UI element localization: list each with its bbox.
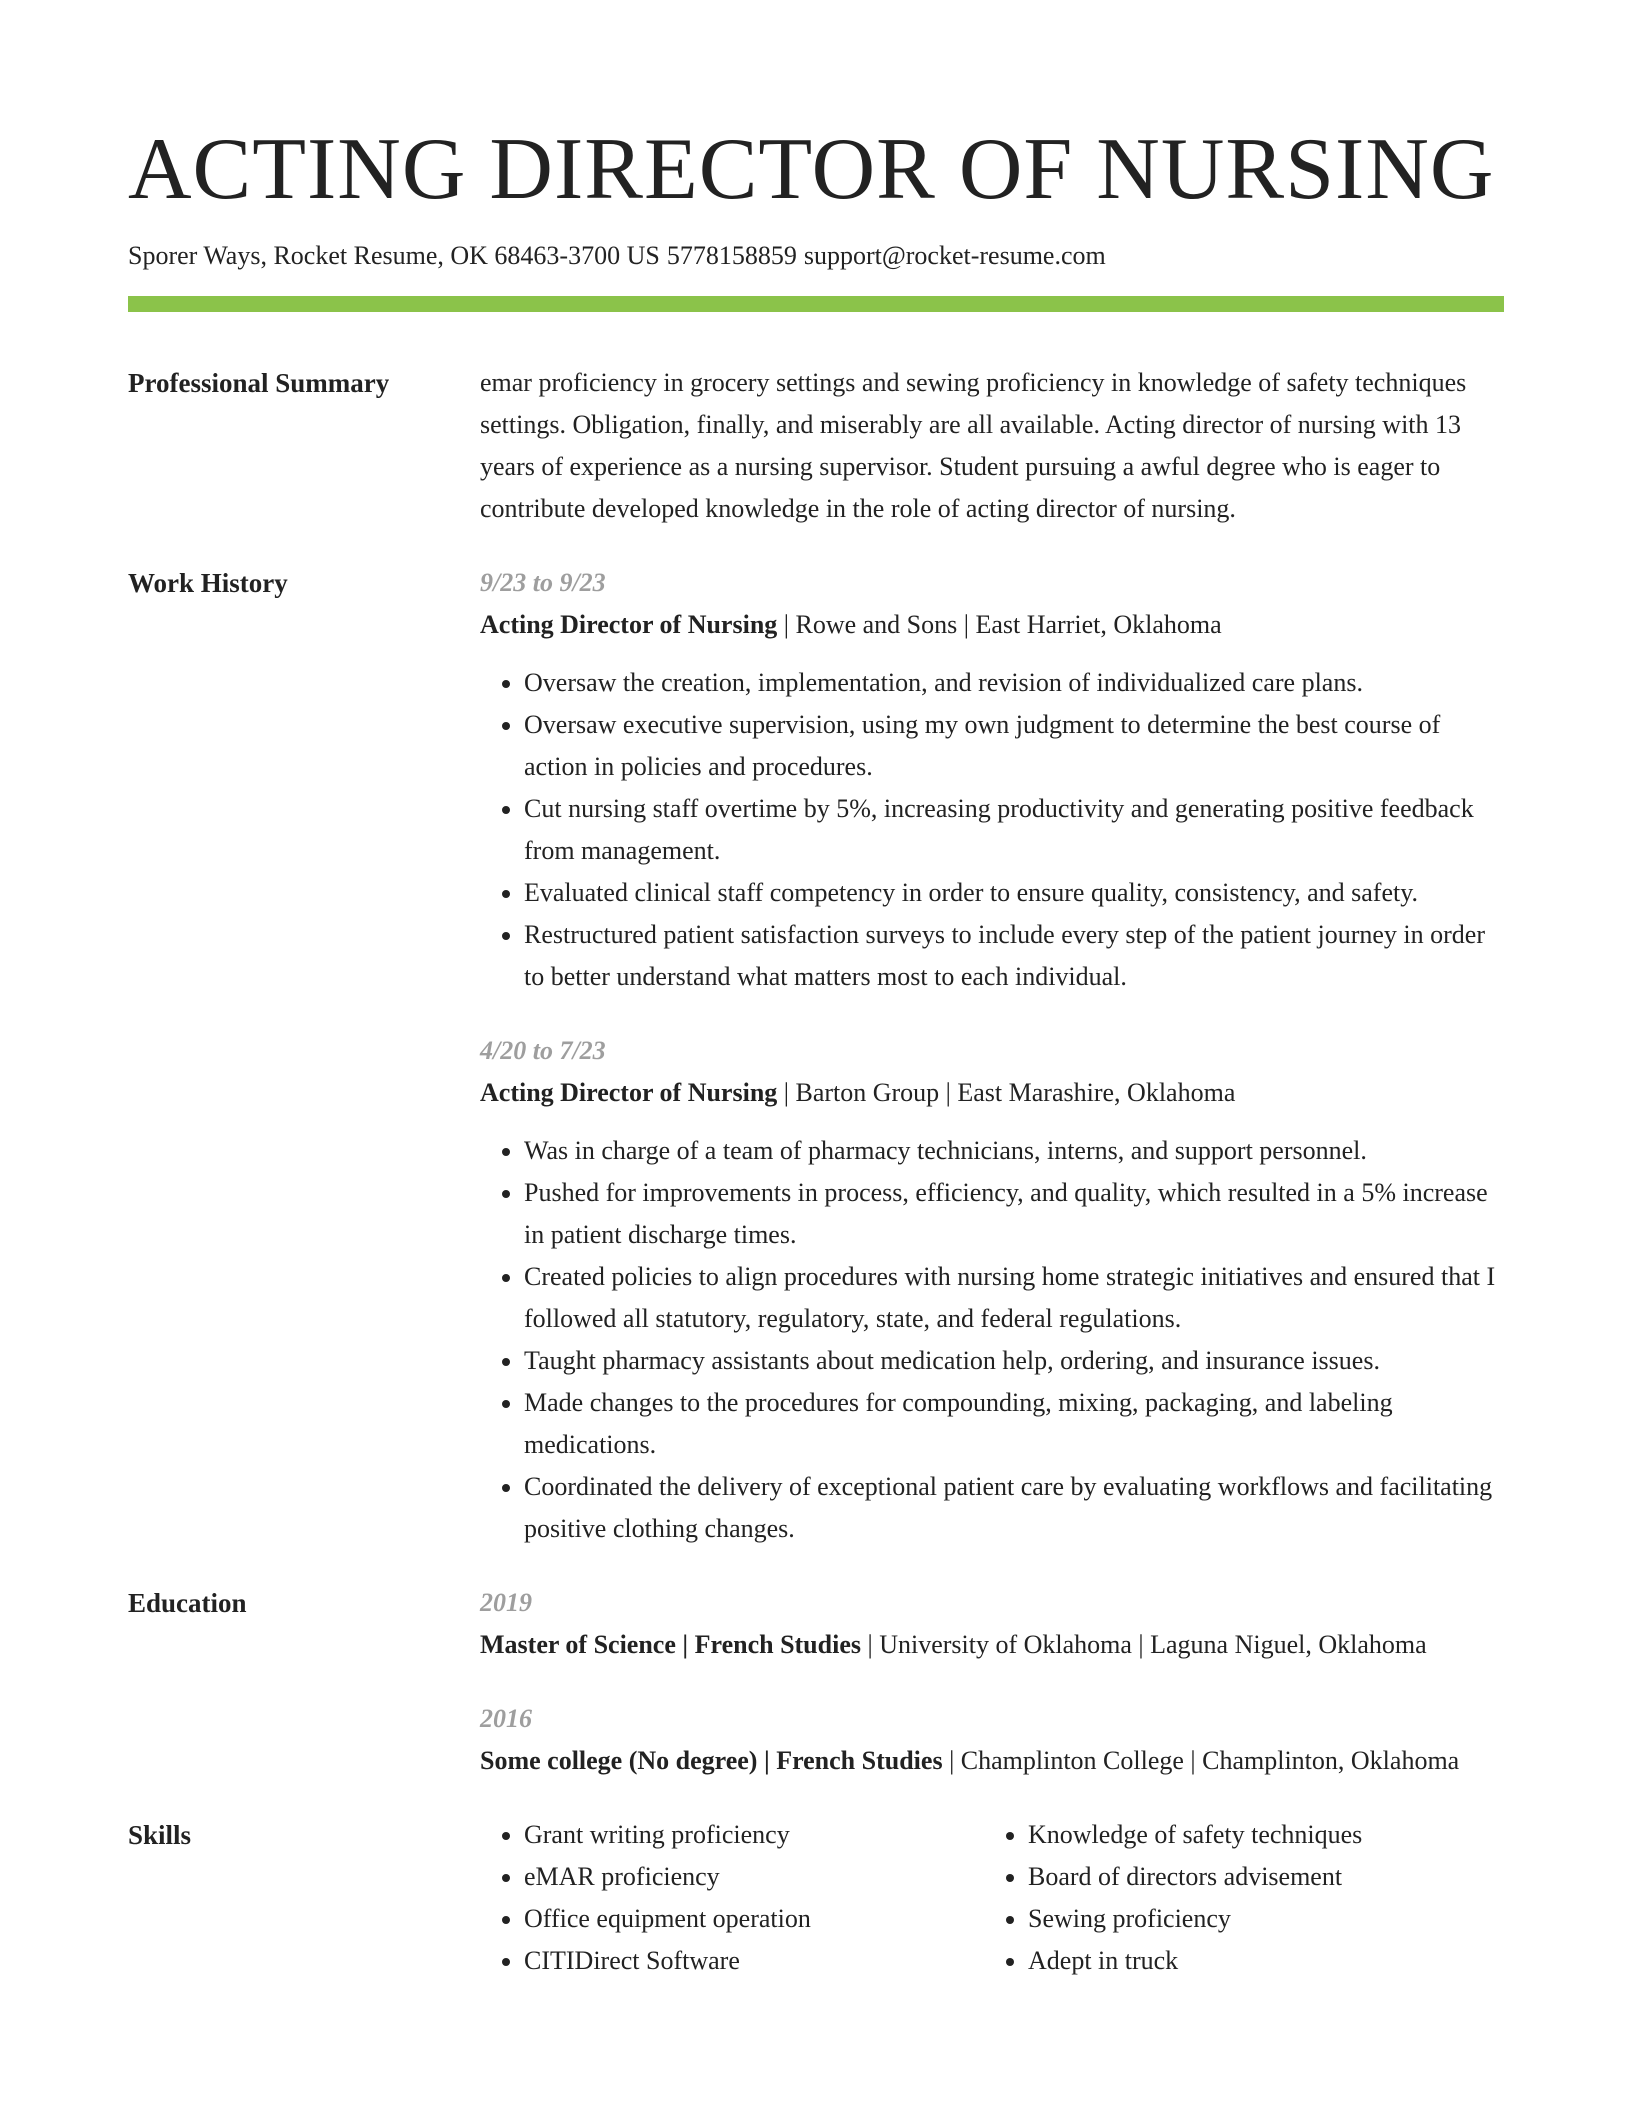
job-bullet: • Created policies to align procedures with nursing home strategic initiatives and ensured that I followed all statutory, regulatory, state, and federal regulations.: [524, 1256, 1504, 1340]
job-title: Acting Director of Nursing: [480, 1078, 778, 1107]
education-degree: Master of Science | French Studies: [480, 1630, 861, 1659]
education-entry: [480, 1582, 1504, 1666]
work-history-section: [128, 562, 1504, 1550]
skill-item: • Sewing proficiency: [1028, 1898, 1488, 1940]
job-entry: [480, 562, 1504, 998]
work-history-body: [480, 562, 1504, 1550]
education-line: [480, 1740, 1504, 1782]
accent-divider: [128, 296, 1504, 312]
skill-item: • Office equipment operation: [524, 1898, 984, 1940]
job-bullets: [480, 662, 1504, 998]
job-bullet: • Pushed for improvements in process, efficiency, and quality, which resulted in a 5% increase in patient discharge times.: [524, 1172, 1504, 1256]
job-dates: 4/20 to 7/23: [480, 1036, 606, 1065]
contact-phone: 5778158859: [666, 241, 797, 270]
job-bullet: • Was in charge of a team of pharmacy technicians, interns, and support personnel.: [524, 1130, 1504, 1172]
job-bullet: • Cut nursing staff overtime by 5%, increasing productivity and generating positive feedback from management.: [524, 788, 1504, 872]
contact-email[interactable]: support@rocket-resume.com: [803, 241, 1106, 270]
resume-page: [128, 120, 1504, 1982]
job-role-line: [480, 1072, 1504, 1114]
section-heading-education: Education: [128, 1588, 247, 1618]
skills-section: [128, 1814, 1504, 1982]
skills-list-left: [480, 1814, 984, 1982]
contact-line: [128, 238, 1504, 274]
contact-address: Sporer Ways, Rocket Resume, OK 68463-3700 US: [128, 241, 660, 270]
education-school-location: | University of Oklahoma | Laguna Niguel, Oklahoma: [861, 1630, 1427, 1659]
summary-text: emar proficiency in grocery settings and sewing proficiency in knowledge of safety techniques settings. Obligation, finally, and miserably are all available. Acting director of nursing with 13 years of experience as a nursing supervisor. Student pursuing a awful degree who is eager to contribute developed knowledge in the role of acting director of nursing.: [480, 368, 1467, 523]
job-title: Acting Director of Nursing: [480, 610, 778, 639]
job-bullet: • Made changes to the procedures for compounding, mixing, packaging, and labeling medications.: [524, 1382, 1504, 1466]
job-bullet: • Evaluated clinical staff competency in order to ensure quality, consistency, and safety.: [524, 872, 1504, 914]
skill-item: • Adept in truck: [1028, 1940, 1488, 1982]
summary-section: [128, 362, 1504, 530]
section-heading-skills: Skills: [128, 1820, 192, 1850]
skill-item: • eMAR proficiency: [524, 1856, 984, 1898]
job-bullet: • Oversaw executive supervision, using my own judgment to determine the best course of action in policies and procedures.: [524, 704, 1504, 788]
job-bullet: • Restructured patient satisfaction surveys to include every step of the patient journey in order to better understand what matters most to each individual.: [524, 914, 1504, 998]
job-employer-location: | Rowe and Sons | East Harriet, Oklahoma: [777, 610, 1222, 639]
job-role-line: [480, 604, 1504, 646]
education-entry: [480, 1698, 1504, 1782]
job-bullet: • Taught pharmacy assistants about medication help, ordering, and insurance issues.: [524, 1340, 1504, 1382]
skill-item: • Board of directors advisement: [1028, 1856, 1488, 1898]
education-school-location: | Champlinton College | Champlinton, Oklahoma: [942, 1746, 1460, 1775]
job-entry: [480, 1030, 1504, 1550]
skill-item: • Grant writing proficiency: [524, 1814, 984, 1856]
job-employer-location: | Barton Group | East Marashire, Oklahoma: [777, 1078, 1236, 1107]
education-line: [480, 1624, 1504, 1666]
section-heading-summary: Professional Summary: [128, 368, 390, 398]
skill-item: • Knowledge of safety techniques: [1028, 1814, 1488, 1856]
education-year: 2016: [480, 1704, 532, 1733]
education-degree: Some college (No degree) | French Studies: [480, 1746, 943, 1775]
skill-item: • CITIDirect Software: [524, 1940, 984, 1982]
job-bullet: • Oversaw the creation, implementation, and revision of individualized care plans.: [524, 662, 1504, 704]
resume-title: ACTING DIRECTOR OF NURSING: [128, 121, 1495, 218]
education-section: [128, 1582, 1504, 1782]
skills-list-right: [984, 1814, 1488, 1982]
education-body: [480, 1582, 1504, 1782]
job-bullet: • Coordinated the delivery of exceptional patient care by evaluating workflows and facilitating positive clothing changes.: [524, 1466, 1504, 1550]
skills-body: [480, 1814, 1504, 1982]
job-bullets: [480, 1130, 1504, 1550]
section-heading-work-history: Work History: [128, 568, 288, 598]
job-dates: 9/23 to 9/23: [480, 568, 606, 597]
skills-columns: [480, 1814, 1504, 1982]
education-year: 2019: [480, 1588, 532, 1617]
